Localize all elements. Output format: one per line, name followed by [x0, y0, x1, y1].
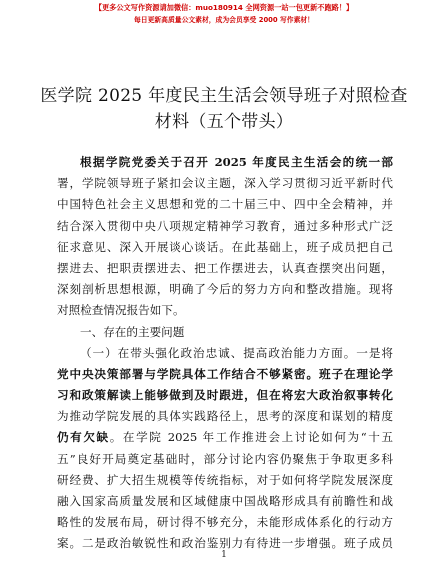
intro-line-3: 中国特色社会主义思想和党的二十届三中、四中全会精神，并 — [57, 197, 393, 212]
promo-banner-line-1: 【更多公文写作资源请加微信：muo180914 全网资源一站一包更新不跑路！】 — [94, 3, 354, 12]
problem-line-8: 融入国家高质量发展和区域健康中国战略形成具有前瞻性和战 — [57, 494, 393, 508]
problem-line-10: 案。二是政治敏锐性和政治鉴别力有待进一步增强。班子成员 — [57, 536, 393, 551]
document-title-line-2: 材料（五个带头） — [154, 112, 294, 132]
intro-line-1: 根据学院党委关于召开 2025 年度民主生活会的统一部 — [80, 155, 393, 169]
intro-line-8: 对照检查情况报告如下。 — [57, 303, 185, 318]
promo-banner-line-2: 每日更新高质量公文素材，成为会员享受 2000 写作素材！ — [134, 16, 314, 24]
problem-line-3 — [57, 385, 393, 406]
document-body — [57, 152, 393, 555]
intro-paragraph — [57, 152, 393, 322]
problem-line-5-rest: 。在学院 2025 年工作推进会上讨论如何为“十五 — [109, 430, 393, 445]
problem-line-7: 研经费、扩大招生规模等传统指标，对于如何将学院发展深度 — [57, 472, 393, 487]
problem-line-9: 略性的发展布局，研讨得不够充分，未能形成体系化的行动方 — [57, 515, 393, 530]
problem-line-4: 为推动学院发展的具体实践路径上，思考的深度和谋划的精度 — [57, 409, 393, 424]
intro-line-5: 征求意见、深入开展谈心谈话。在此基础上，班子成员把自己 — [57, 239, 393, 254]
section-1-heading: 一、存在的主要问题 — [80, 324, 185, 339]
section-heading — [57, 322, 393, 343]
problem-line-3-bold: 习和政策解读上能够做到及时跟进 — [57, 388, 245, 403]
problem-paragraph — [57, 343, 393, 555]
document-title-line-1: 医学院 2025 年度民主生活会领导班子对照检查 — [40, 86, 408, 106]
intro-line-2: 署，学院领导班子紧扣会议主题，深入学习贯彻习近平新时代 — [57, 176, 393, 191]
intro-line-4: 结合深入贯彻中央八项规定精神学习教育，通过多种形式广泛 — [57, 218, 393, 233]
problem-line-1: （一）在带头强化政治忠诚、提高政治能力方面。一是将 — [80, 345, 393, 360]
problem-line-2: 党中央决策部署与学院具体工作结合不够紧密。班子在理论学 — [57, 366, 393, 381]
problem-line-3-rest: ，但在将宏大政治叙事转化 — [244, 388, 393, 403]
intro-line-6: 摆进去、把职责摆进去、把工作摆进去，认真查摆突出问题， — [57, 260, 393, 275]
problem-line-5-bold: 仍有欠缺 — [57, 430, 110, 445]
page-number: 1 — [221, 550, 227, 560]
intro-line-7: 深刻剖析思想根源，明确了今后的努力方向和整改措施。现将 — [57, 282, 393, 297]
problem-line-5 — [57, 427, 393, 448]
problem-line-6: 五”良好开局奠定基础时，部分讨论内容仍聚焦于争取更多科 — [57, 451, 393, 466]
